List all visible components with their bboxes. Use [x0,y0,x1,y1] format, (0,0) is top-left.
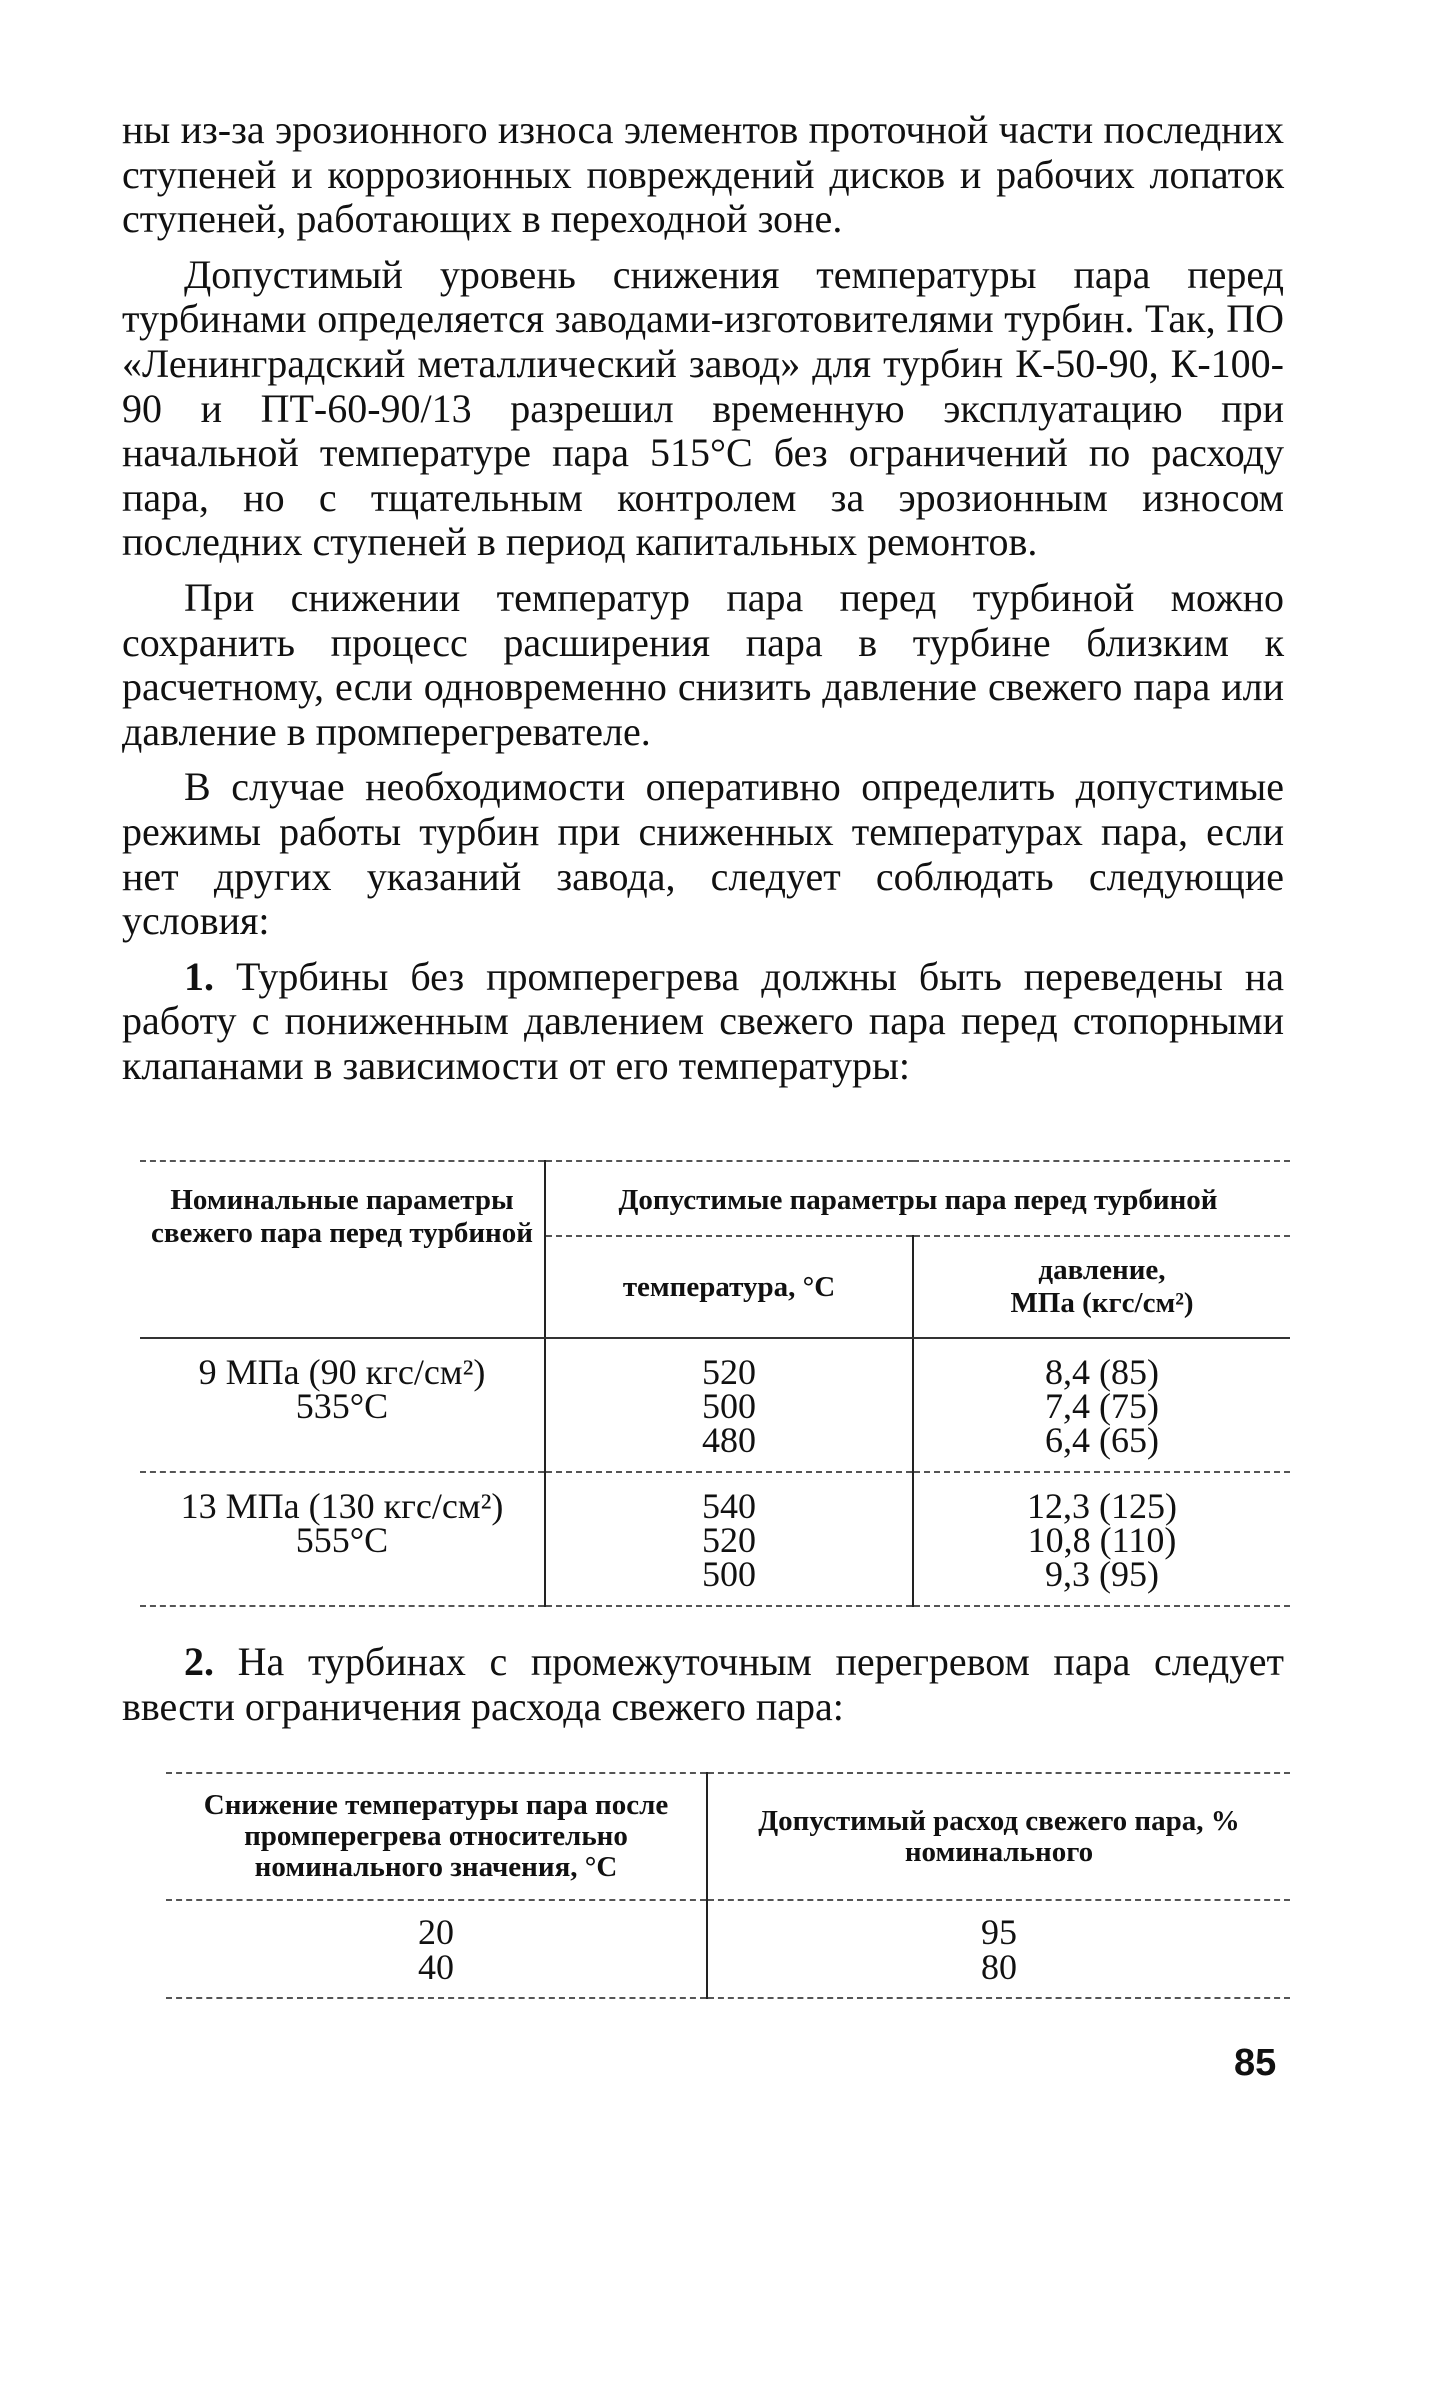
temperature-value: 480 [702,1420,756,1460]
nominal-cell [140,1472,545,1606]
header-pressure-line-1: давление, [1038,1254,1166,1286]
temperature-value: 520 [702,1352,756,1392]
list-item-2 [122,1640,1284,1729]
header-nominal-parameters: Номинальные параметры свежего пара перед турбиной [140,1161,545,1338]
paragraph-2: Допустимый уровень снижения температуры пара перед турбинами определяется заводами-изготовителями турбин. Так, ПО «Ленинградский металлический завод» для турбин К-50-90, К-100-90 и ПТ-60-90/13 разрешил временную эксплуатацию при начальной температуре пара 515°С без ограничений по расходу пара, но с тщательным контролем за эрозионным износом последних ступеней в период капитальных ремонтов. [122,251,1284,565]
paragraph-3: При снижении температур пара перед турбиной можно сохранить процесс расширения пара в турбине близким к расчетному, если одновременно снизить давление свежего пара или давление в промперегревателе. [122,574,1284,754]
temperature-drop-value: 40 [418,1947,454,1987]
temperature-cell [545,1338,913,1472]
list-item-2-text: На турбинах с промежуточным перегревом пара следует ввести ограничения расхода свежего пара: [122,1639,1284,1729]
temperature-value: 500 [702,1386,756,1426]
allowed-flow-value: 95 [981,1912,1017,1952]
table-row [140,1472,1290,1606]
pressure-value: 9,3 (95) [1045,1554,1159,1594]
nominal-temperature: 555°С [295,1520,389,1560]
paragraph-1: ны из-за эрозионного износа элементов проточной части последних ступеней и коррозионных повреждений дисков и рабочих лопаток ступеней, работающих в переходной зоне. [122,107,1284,242]
list-item-1 [122,955,1284,1089]
header-temperature-drop: Снижение температуры пара после промперегрева относительно номинального значения, °С [166,1773,707,1900]
temperature-drop-value: 20 [418,1912,454,1952]
flow-limit-table [166,1772,1290,1999]
pressure-value: 12,3 (125) [1027,1486,1177,1526]
body-text [122,108,1284,1099]
list-item-1-text: Турбины без промперегрева должны быть переведены на работу с пониженным давлением свежего пара перед стопорными клапанами в зависимости от его температуры: [122,953,1285,1088]
table-row [140,1338,1290,1472]
header-temperature: температура, °С [545,1236,913,1338]
pressure-cell [913,1338,1290,1472]
temperature-value: 500 [702,1554,756,1594]
header-allowed-flow: Допустимый расход свежего пара, % номинального [707,1773,1290,1900]
allowed-flow-value: 80 [981,1947,1017,1987]
temperature-cell [545,1472,913,1606]
pressure-value: 7,4 (75) [1045,1386,1159,1426]
list-item-2-number: 2. [184,1639,214,1684]
nominal-temperature: 535°С [295,1386,389,1426]
temperature-value: 520 [702,1520,756,1560]
header-allowed-parameters: Допустимые параметры пара перед турбиной [545,1161,1290,1236]
list-item-1-number: 1. [184,953,214,999]
page-number: 85 [1234,2042,1277,2084]
nominal-cell [140,1338,545,1472]
allowed-flow-cell [707,1900,1290,1998]
pressure-value: 8,4 (85) [1045,1352,1159,1392]
nominal-parameters-table [140,1160,1290,1607]
pressure-value: 6,4 (65) [1045,1420,1159,1460]
temperature-value: 540 [702,1486,756,1526]
pressure-cell [913,1472,1290,1606]
nominal-pressure: 9 МПа (90 кгс/см²) [198,1352,486,1392]
header-pressure-line-2: МПа (кгс/см²) [1010,1287,1194,1319]
body-text-2 [122,1640,1284,1740]
pressure-value: 10,8 (110) [1027,1520,1177,1560]
temperature-drop-cell [166,1900,707,1998]
paragraph-4: В случае необходимости оперативно определить допустимые режимы работы турбин при сниженных температурах пара, если нет других указаний завода, следует соблюдать следующие условия: [122,764,1284,944]
nominal-pressure: 13 МПа (130 кгс/см²) [180,1486,504,1526]
table-row [166,1900,1290,1998]
header-pressure [913,1236,1290,1338]
